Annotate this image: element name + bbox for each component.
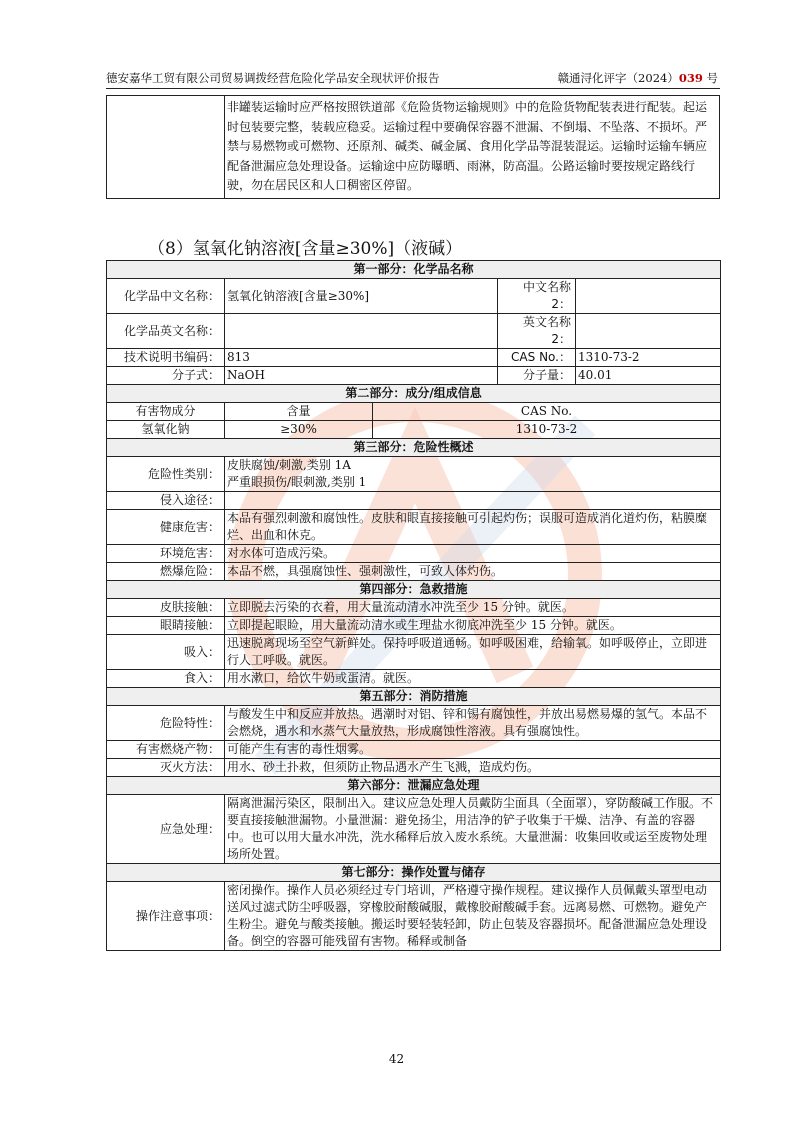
products-label: 有害燃烧产物： [107,741,225,759]
ingest-label: 食入： [107,670,225,688]
component-header: 有害物成分 [107,403,225,421]
inhale-value: 迅速脱离现场至空气新鲜处。保持呼吸道通畅。如呼吸困难，给输氧。如呼吸停止，立即进行人工呼吸。就医。 [225,635,721,670]
code-label: 技术说明书编码： [107,349,225,367]
en-name2 [576,314,721,349]
cas-value: 1310-73-2 [576,349,721,367]
section-title: （8）氢氧化钠溶液[含量≥30%]（液碱） [148,239,463,259]
cn-name2 [576,279,721,314]
part7-heading: 第七部分：操作处置与储存 [107,864,721,882]
fire-label: 燃爆危险： [107,563,225,581]
env-label: 环境危害： [107,545,225,563]
route-value [225,492,721,510]
transport-text: 非罐装运输时应严格按照铁道部《危险货物运输规则》中的危险货物配装表进行配装。起运时包装要完整，装载应稳妥。运输过程中要确保容器不泄漏、不倒塌、不坠落、不损坏。严禁与易燃物或可燃物、还原剂、碱类、碱金属、食用化学品等混装混运。运输时运输车辆应配备泄漏应急处理设备。运输途中应防曝晒、雨淋，防高温。公路运输时要按规定路线行驶，勿在居民区和人口稠密区停留。 [225,96,720,199]
inhale-label: 吸入： [107,635,225,670]
header-rule [106,88,720,89]
part3-heading: 第三部分：危险性概述 [107,439,721,457]
msds-table [106,260,721,951]
component-cas: 1310-73-2 [373,421,721,439]
handling-value: 密闭操作。操作人员必须经过专门培训，严格遵守操作规程。建议操作人员佩戴头罩型电动送风过滤式防尘呼吸器，穿橡胶耐酸碱服，戴橡胶耐酸碱手套。远离易燃、可燃物。避免产生粉尘。避免与酸类接触。搬运时要轻装轻卸，防止包装及容器损坏。配备泄漏应急处理设备。倒空的容器可能残留有害物。稀释或制备 [225,882,721,951]
hazard-label: 危险特性： [107,706,225,741]
component-content: ≥30% [225,421,373,439]
header-title: 德安嘉华工贸有限公司贸易调拨经营危险化学品安全现状评价报告 [106,71,440,85]
method-value: 用水、砂土扑救，但须防止物品遇水产生飞溅，造成灼伤。 [225,759,721,777]
part2-heading: 第二部分：成分/组成信息 [107,385,721,403]
spill-label: 应急处理： [107,795,225,864]
eye-value: 立即提起眼睑，用大量流动清水或生理盐水彻底冲洗至少 15 分钟。就医。 [225,617,721,635]
products-value: 可能产生有害的毒性烟雾。 [225,741,721,759]
health-value: 本品有强烈刺激和腐蚀性。皮肤和眼直接接触可引起灼伤；误服可造成消化道灼伤，粘膜糜烂、出血和休克。 [225,510,721,545]
content-header: 含量 [225,403,373,421]
part4-heading: 第四部分：急救措施 [107,581,721,599]
page-header [106,70,718,84]
en-name2-label: 英文名称 2： [498,314,576,349]
cn-name: 氢氧化钠溶液[含量≥30%] [225,279,498,314]
mw-label: 分子量： [498,367,576,385]
hazard-value: 与酸发生中和反应并放热。遇潮时对铝、锌和锡有腐蚀性，并放出易燃易爆的氢气。本品不会燃烧，遇水和水蒸气大量放热，形成腐蚀性溶液。具有强腐蚀性。 [225,706,721,741]
spill-value: 隔离泄漏污染区，限制出入。建议应急处理人员戴防尘面具（全面罩），穿防酸碱工作服。不要直接接触泄漏物。小量泄漏：避免扬尘，用洁净的铲子收集于干燥、洁净、有盖的容器中。也可以用大量水冲洗，洗水稀释后放入废水系统。大量泄漏：收集回收或运至废物处理场所处置。 [225,795,721,864]
part5-heading: 第五部分：消防措施 [107,688,721,706]
health-label: 健康危害： [107,510,225,545]
component-name: 氢氧化钠 [107,421,225,439]
part6-heading: 第六部分：泄漏应急处理 [107,777,721,795]
ingest-value: 用水漱口，给饮牛奶或蛋清。就医。 [225,670,721,688]
cn-name2-label: 中文名称 2： [498,279,576,314]
header-report-number: 赣通浔化评字（2024）039 号 [557,71,718,85]
page-number: 42 [388,1052,405,1066]
category-label: 危险性类别： [107,457,225,492]
en-name [225,314,498,349]
handling-label: 操作注意事项： [107,882,225,951]
code-value: 813 [225,349,498,367]
cas-label: CAS No.： [498,349,576,367]
eye-label: 眼睛接触： [107,617,225,635]
mw-value: 40.01 [576,367,721,385]
formula-value: NaOH [225,367,498,385]
formula-label: 分子式： [107,367,225,385]
fire-value: 本品不燃，具强腐蚀性、强刺激性，可致人体灼伤。 [225,563,721,581]
en-name-label: 化学品英文名称： [107,314,225,349]
cas-header: CAS No. [373,403,721,421]
env-value: 对水体可造成污染。 [225,545,721,563]
cn-name-label: 化学品中文名称： [107,279,225,314]
skin-label: 皮肤接触： [107,599,225,617]
skin-value: 立即脱去污染的衣着，用大量流动清水冲洗至少 15 分钟。就医。 [225,599,721,617]
route-label: 侵入途径： [107,492,225,510]
method-label: 灭火方法： [107,759,225,777]
continuation-table [106,95,720,199]
part1-heading: 第一部分：化学品名称 [107,261,721,279]
category-value: 皮肤腐蚀/刺激,类别 1A 严重眼损伤/眼刺激,类别 1 [225,457,721,492]
